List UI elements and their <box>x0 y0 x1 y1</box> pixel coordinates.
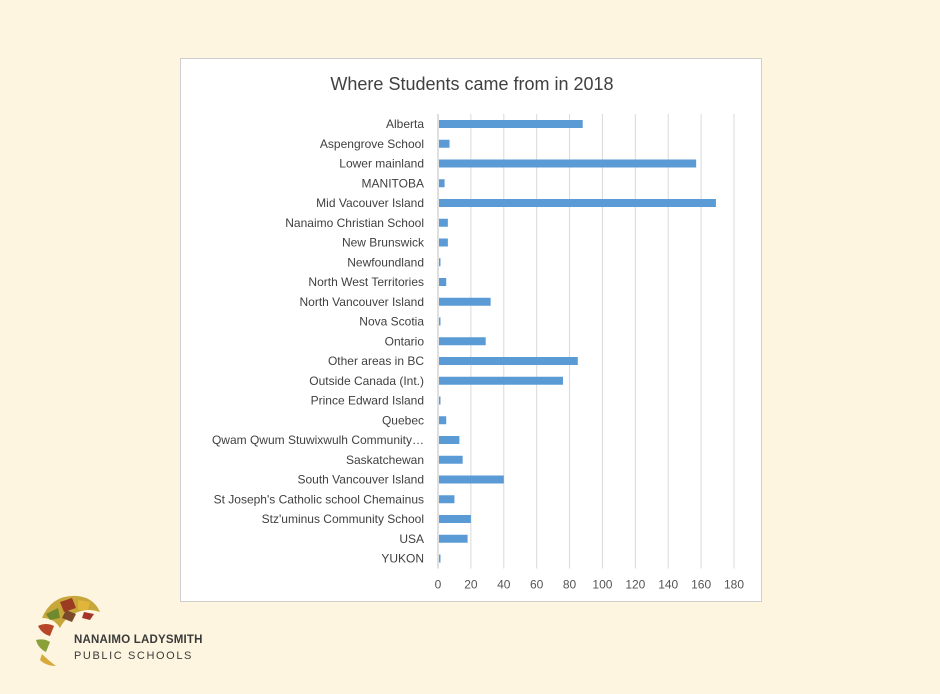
bar <box>439 199 716 207</box>
bar <box>439 258 441 266</box>
category-label: Nanaimo Christian School <box>285 215 424 230</box>
x-tick-label: 0 <box>434 577 442 592</box>
x-tick-label: 100 <box>592 577 613 592</box>
bar <box>439 298 491 306</box>
x-tick-label: 180 <box>723 577 745 592</box>
chart-title: Where Students came from in 2018 <box>330 74 614 94</box>
x-tick-label: 160 <box>691 577 712 592</box>
category-label: Other areas in BC <box>327 354 424 368</box>
x-tick-label: 20 <box>464 577 478 592</box>
category-label: Prince Edward Island <box>310 393 424 408</box>
category-label: Saskatchewan <box>345 452 424 467</box>
bar <box>439 495 454 503</box>
bar <box>439 555 441 563</box>
category-label: Alberta <box>385 117 424 131</box>
x-tick-label: 40 <box>497 577 511 592</box>
bar <box>439 397 441 405</box>
category-label: MANITOBA <box>361 176 424 191</box>
category-label: Nova Scotia <box>359 314 424 329</box>
bar <box>439 515 471 523</box>
category-label: Outside Canada (Int.) <box>309 373 424 388</box>
bar <box>439 436 459 444</box>
bar <box>439 120 583 128</box>
bar <box>439 219 448 227</box>
category-label: Qwam Qwum Stuwixwulh Community… <box>211 433 424 447</box>
category-label: North West Territories <box>308 275 424 289</box>
bar <box>439 456 463 464</box>
category-label: Mid Vacouver Island <box>316 196 424 210</box>
category-label: South Vancouver Island <box>297 472 424 487</box>
x-tick-label: 60 <box>529 577 544 592</box>
district-logo <box>32 588 232 668</box>
category-label: Quebec <box>381 413 424 428</box>
bar <box>439 377 563 385</box>
bar-chart <box>181 59 763 603</box>
bar <box>439 318 441 326</box>
bar <box>439 337 486 345</box>
bar <box>439 476 504 484</box>
x-tick-label: 120 <box>625 577 646 592</box>
bar <box>439 278 446 286</box>
category-label: St Joseph's Catholic school Chemainus <box>213 492 424 507</box>
bar <box>439 140 450 148</box>
category-label: Newfoundland <box>347 255 424 270</box>
category-label: YUKON <box>381 551 424 566</box>
x-tick-label: 80 <box>562 577 577 592</box>
bar <box>439 416 446 424</box>
category-label: Lower mainland <box>339 156 424 171</box>
category-label: Aspengrove School <box>319 136 424 151</box>
x-tick-label: 140 <box>658 577 679 592</box>
chart-frame <box>180 58 762 602</box>
bar <box>439 179 445 187</box>
bar <box>439 535 468 543</box>
bar <box>439 357 578 365</box>
category-label: Stz'uminus Community School <box>261 512 424 526</box>
bar <box>439 239 448 247</box>
category-label: North Vancouver Island <box>299 294 424 309</box>
category-label: New Brunswick <box>341 235 424 250</box>
bar <box>439 160 696 168</box>
category-label: Ontario <box>384 334 424 349</box>
category-label: USA <box>399 531 424 546</box>
logo-text-line2: PUBLIC SCHOOLS <box>74 650 193 662</box>
logo-text-line1: NANAIMO LADYSMITH <box>74 634 203 646</box>
